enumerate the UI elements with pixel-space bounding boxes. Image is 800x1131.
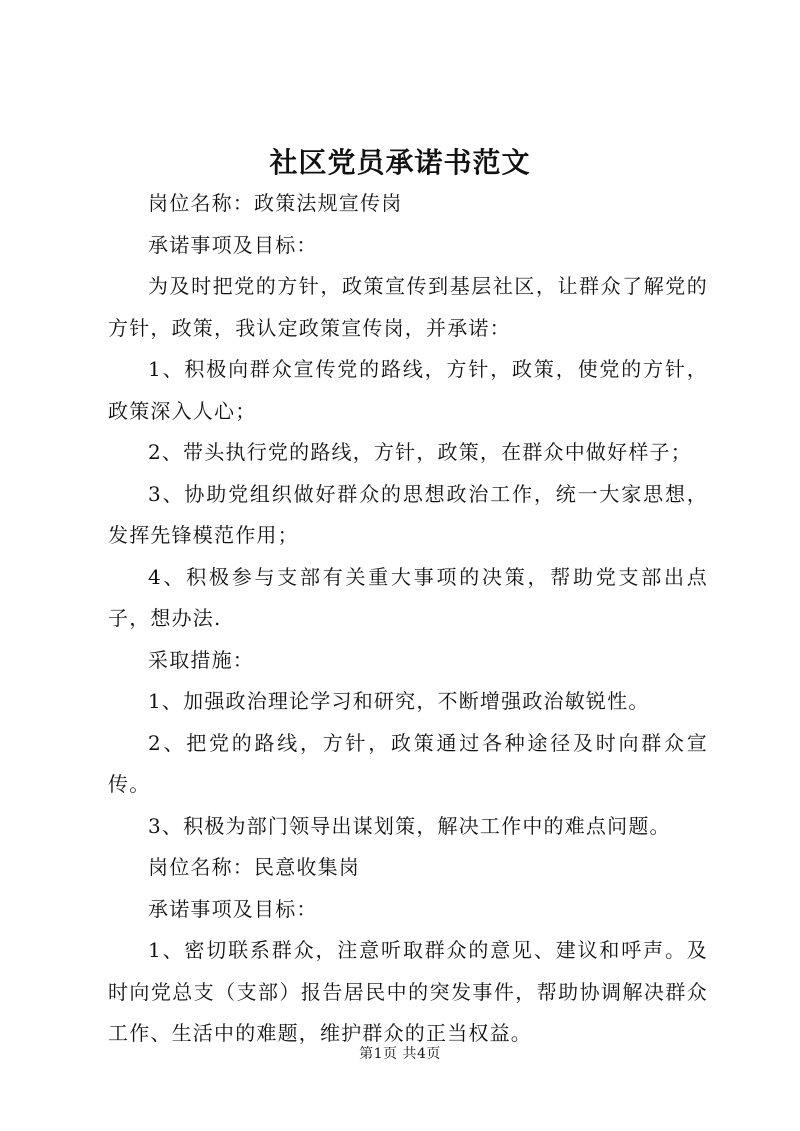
paragraph-opinion-item-1: 1、密切联系群众，注意听取群众的意见、建议和呼声。及时向党总支（支部）报告居民中的突发事件，帮助协调解决群众工作、生活中的难题，维护群众的正当权益。 <box>108 938 708 1045</box>
page-footer: 第1页 共4页 <box>359 1046 441 1062</box>
paragraph-commitment-heading-2: 承诺事项及目标： <box>148 896 318 921</box>
paragraph-commitment-item-1: 1、积极向群众宣传党的路线，方针，政策，使党的方针，政策深入人心； <box>108 357 708 423</box>
paragraph-measures-heading: 采取措施： <box>148 647 254 672</box>
document-body <box>108 183 708 1055</box>
paragraph-commitment-item-3: 3、协助党组织做好群众的思想政治工作，统一大家思想，发挥先锋模范作用； <box>108 481 708 547</box>
document-title: 社区党员承诺书范文 <box>269 146 531 179</box>
paragraph-commitment-item-2: 2、带头执行党的路线，方针，政策，在群众中做好样子； <box>148 440 692 464</box>
paragraph-measure-item-1: 1、加强政治理论学习和研究，不断增强政治敏锐性。 <box>148 689 650 713</box>
paragraph-position-name-2: 岗位名称：民意收集岗 <box>148 855 360 879</box>
paragraph-measure-item-3: 3、积极为部门领导出谋划策，解决工作中的难点问题。 <box>148 813 671 838</box>
paragraph-commitment-item-4: 4、积极参与支部有关重大事项的决策，帮助党支部出点子，想办法. <box>108 564 708 630</box>
paragraph-measure-item-2: 2、把党的路线，方针，政策通过各种途径及时向群众宣传。 <box>108 730 708 796</box>
paragraph-position-name-1: 岗位名称：政策法规宣传岗 <box>148 191 403 215</box>
paragraph-commitment-intro: 为及时把党的方针，政策宣传到基层社区，让群众了解党的方针，政策，我认定政策宣传岗，并承诺： <box>108 274 708 340</box>
paragraph-commitment-heading-1: 承诺事项及目标： <box>148 232 318 257</box>
